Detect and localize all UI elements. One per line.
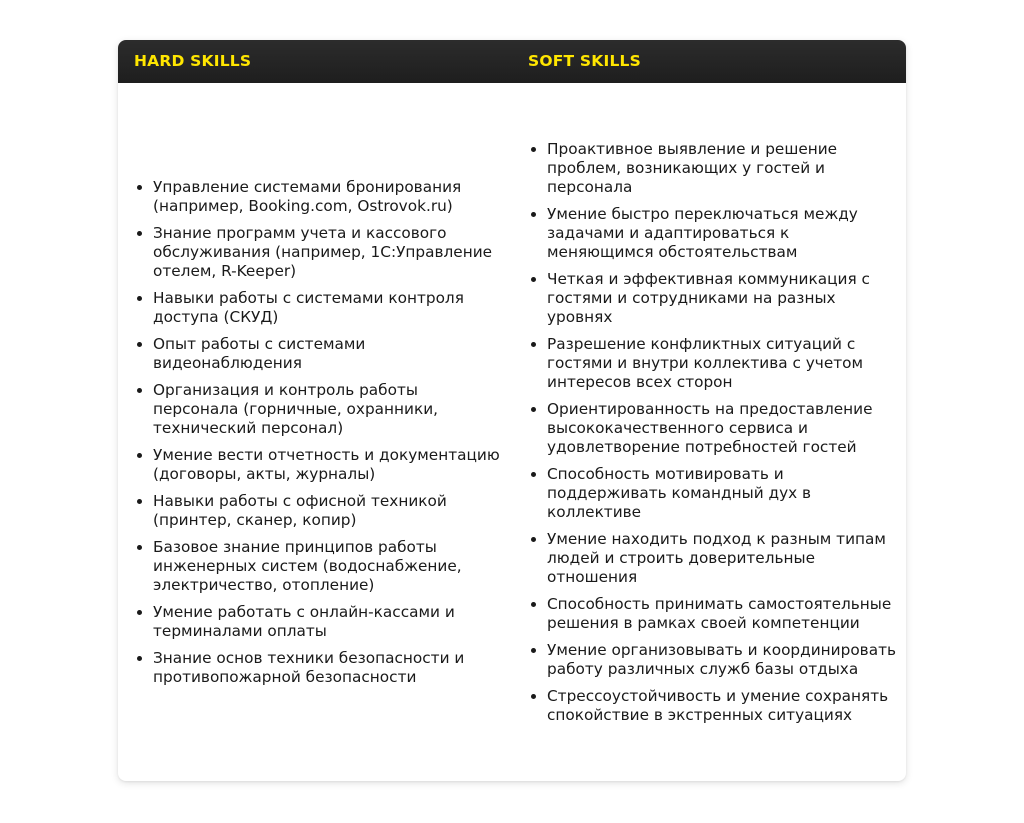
- table-header: [118, 40, 906, 83]
- soft-skill-item: • Способность принимать самостоятельные решения в рамках своей компетенции: [547, 595, 900, 633]
- hard-skills-list: [134, 178, 506, 687]
- hard-skill-item: • Навыки работы с офисной техникой (принтер, сканер, копир): [153, 492, 506, 530]
- hard-skill-item: • Умение работать с онлайн-кассами и терминалами оплаты: [153, 603, 506, 641]
- soft-skill-item: • Разрешение конфликтных ситуаций с гостями и внутри коллектива с учетом интересов всех сторон: [547, 335, 900, 392]
- soft-skill-item: • Умение быстро переключаться между задачами и адаптироваться к меняющимся обстоятельствам: [547, 205, 900, 262]
- hard-skill-item: • Управление системами бронирования (например, Booking.com, Ostrovok.ru): [153, 178, 506, 216]
- hard-skills-heading: HARD SKILLS: [134, 52, 252, 70]
- hard-skills-column: [134, 83, 506, 781]
- soft-skill-item: • Ориентированность на предоставление высококачественного сервиса и удовлетворение потребностей гостей: [547, 400, 900, 457]
- hard-skill-item: • Знание основ техники безопасности и противопожарной безопасности: [153, 649, 506, 687]
- hard-skill-item: • Знание программ учета и кассового обслуживания (например, 1С:Управление отелем, R-Keeper): [153, 224, 506, 281]
- hard-skill-item: • Умение вести отчетность и документацию (договоры, акты, журналы): [153, 446, 506, 484]
- soft-skill-item: • Стрессоустойчивость и умение сохранять спокойствие в экстренных ситуациях: [547, 687, 900, 725]
- skills-table: [118, 40, 906, 781]
- hard-skill-item: • Навыки работы с системами контроля доступа (СКУД): [153, 289, 506, 327]
- hard-skill-item: • Базовое знание принципов работы инженерных систем (водоснабжение, электричество, отопление): [153, 538, 506, 595]
- hard-skill-item: • Опыт работы с системами видеонаблюдения: [153, 335, 506, 373]
- soft-skill-item: • Проактивное выявление и решение проблем, возникающих у гостей и персонала: [547, 140, 900, 197]
- soft-skill-item: • Умение находить подход к разным типам людей и строить доверительные отношения: [547, 530, 900, 587]
- soft-skill-item: • Четкая и эффективная коммуникация с гостями и сотрудниками на разных уровнях: [547, 270, 900, 327]
- soft-skill-item: • Способность мотивировать и поддерживать командный дух в коллективе: [547, 465, 900, 522]
- hard-skill-item: • Организация и контроль работы персонала (горничные, охранники, технический персонал): [153, 381, 506, 438]
- soft-skills-heading: SOFT SKILLS: [528, 52, 641, 70]
- soft-skills-list: [528, 140, 900, 725]
- soft-skills-column: [528, 83, 900, 781]
- table-body: [118, 83, 906, 781]
- soft-skill-item: • Умение организовывать и координировать работу различных служб базы отдыха: [547, 641, 900, 679]
